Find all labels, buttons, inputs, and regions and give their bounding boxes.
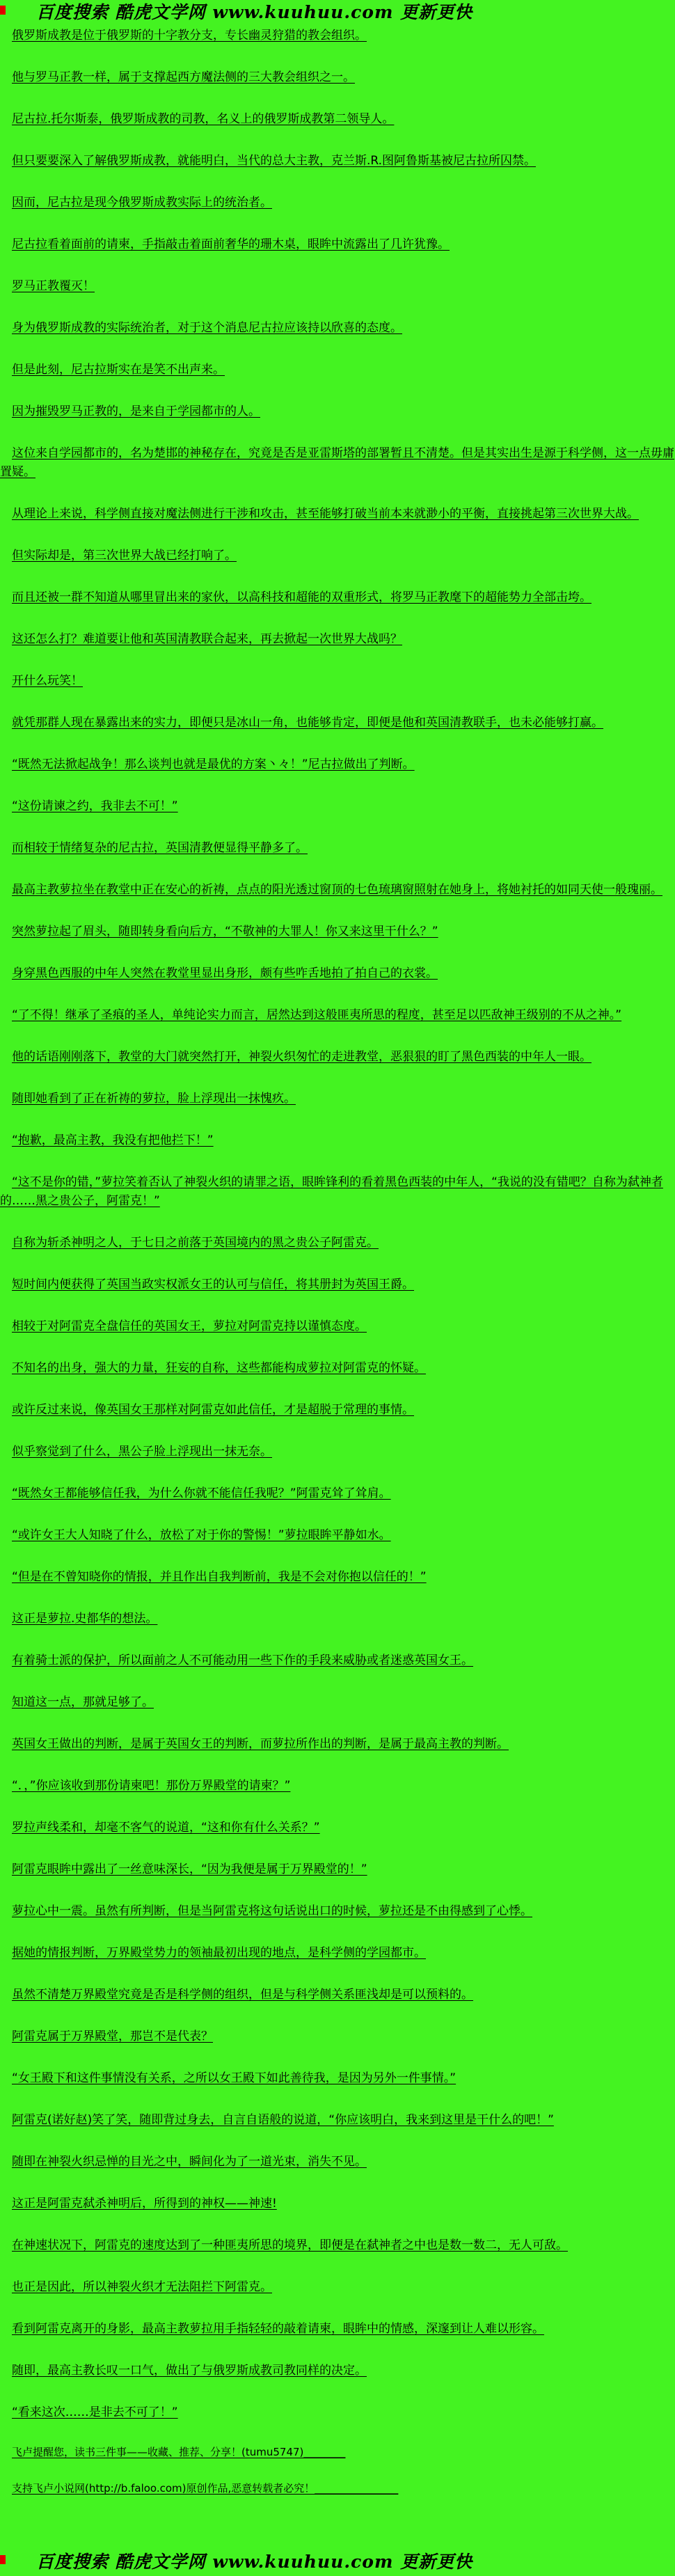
novel-line-link[interactable]: 而相较于情绪复杂的尼古拉，英国清教便显得平静多了。 bbox=[12, 841, 308, 855]
chapter-text bbox=[0, 26, 675, 2445]
novel-line-link[interactable]: 俄罗斯成教是位于俄罗斯的十字教分支，专长幽灵狩猎的教会组织。 bbox=[12, 29, 367, 42]
novel-line-link[interactable]: “这不是你的错，”萝拉笑着否认了神裂火织的请罪之语，眼眸锋利的看着黑色西装的中年人，“我说的没有错吧？自称为弑神者的……黑之贵公子，阿雷克！” bbox=[0, 1175, 663, 1208]
novel-paragraph bbox=[0, 1401, 675, 1420]
novel-line-link[interactable]: “既然女王都能够信任我，为什么你就不能信任我呢？”阿雷克耸了耸肩。 bbox=[12, 1486, 391, 1500]
novel-line-link[interactable]: 阿雷克属于万界殿堂，那岂不是代表？ bbox=[12, 2029, 213, 2043]
site-banner-text: 百度搜索 酷虎文学网 www.kuuhuu.com 更新更快 bbox=[36, 2, 473, 22]
novel-paragraph bbox=[0, 1735, 675, 1754]
novel-line-link[interactable]: 这位来自学园都市的，名为楚邯的神秘存在，究竟是否是亚雷斯塔的部署暂且不清楚。但是其实出生是源于科学侧，这一点毋庸置疑。 bbox=[0, 446, 674, 479]
novel-paragraph bbox=[0, 672, 675, 691]
novel-paragraph bbox=[0, 402, 675, 421]
novel-paragraph bbox=[0, 922, 675, 941]
novel-paragraph bbox=[0, 2194, 675, 2213]
novel-paragraph bbox=[0, 839, 675, 858]
red-marker-icon bbox=[0, 2555, 6, 2564]
novel-paragraph bbox=[0, 2403, 675, 2422]
novel-line-link[interactable]: “．，”你应该收到那份请柬吧！那份万界殿堂的请柬？” bbox=[12, 1779, 291, 1793]
novel-line-link[interactable]: 也正是因此，所以神裂火织才无法阻拦下阿雷克。 bbox=[12, 2280, 272, 2294]
novel-line-link[interactable]: 看到阿雷克离开的身影，最高主教萝拉用手指轻轻的敲着请柬，眼眸中的情感，深邃到让人难以形容。 bbox=[12, 2322, 544, 2336]
novel-paragraph bbox=[0, 755, 675, 774]
novel-paragraph bbox=[0, 1443, 675, 1461]
novel-line-link[interactable]: 萝拉心中一震。虽然有所判断，但是当阿雷克将这句话说出口的时候，萝拉还是不由得感到了心悸。 bbox=[12, 1904, 532, 1918]
novel-paragraph bbox=[0, 152, 675, 171]
footer-note-link[interactable]: 支持飞卢小说网(http://b.faloo.com)原创作品,恶意转载者必究！________________ bbox=[12, 2482, 399, 2495]
novel-paragraph bbox=[0, 2278, 675, 2297]
novel-paragraph bbox=[0, 2236, 675, 2255]
novel-line-link[interactable]: 最高主教萝拉坐在教堂中正在安心的祈祷，点点的阳光透过窗顶的七色琉璃窗照射在她身上，将她衬托的如同天使一般瑰丽。 bbox=[12, 883, 662, 897]
novel-line-link[interactable]: 这正是阿雷克弑杀神明后，所得到的神权——神速! bbox=[12, 2197, 277, 2210]
novel-line-link[interactable]: 虽然不清楚万界殿堂究竟是否是科学侧的组织，但是与科学侧关系匪浅却是可以预料的。 bbox=[12, 1988, 473, 2002]
site-banner-text: 百度搜索 酷虎文学网 www.kuuhuu.com 更新更快 bbox=[36, 2552, 473, 2572]
novel-line-link[interactable]: “了不得！继承了圣痕的圣人，单纯论实力而言，居然达到这般匪夷所思的程度，甚至足以匹敌神王级别的不从之神。” bbox=[12, 1008, 622, 1022]
novel-line-link[interactable]: 阿雷克眼眸中露出了一丝意味深长，“因为我便是属于万界殿堂的！” bbox=[12, 1862, 367, 1876]
novel-line-link[interactable]: 身为俄罗斯成教的实际统治者，对于这个消息尼古拉应该持以欣喜的态度。 bbox=[12, 321, 402, 335]
novel-line-link[interactable]: 但只要要深入了解俄罗斯成教，就能明白，当代的总大主教，克兰斯.R.图阿鲁斯基被尼古拉所囚禁。 bbox=[12, 154, 537, 168]
novel-line-link[interactable]: “这份请谏之约，我非去不可！” bbox=[12, 799, 178, 813]
novel-line-link[interactable]: 从理论上来说，科学侧直接对魔法侧进行干涉和攻击，甚至能够打破当前本来就渺小的平衡，直接挑起第三次世界大战。 bbox=[12, 507, 639, 521]
novel-paragraph bbox=[0, 1610, 675, 1628]
novel-paragraph bbox=[0, 1777, 675, 1796]
novel-line-link[interactable]: 身穿黑色西服的中年人突然在教堂里显出身形，颇有些咋舌地拍了拍自己的衣裳。 bbox=[12, 966, 438, 980]
novel-paragraph bbox=[0, 964, 675, 983]
paragraph-list bbox=[0, 26, 675, 2422]
novel-line-link[interactable]: 他与罗马正教一样，属于支撑起西方魔法侧的三大教会组织之一。 bbox=[12, 70, 355, 84]
novel-paragraph bbox=[0, 1568, 675, 1587]
novel-line-link[interactable]: 这还怎么打？难道要让他和英国清教联合起来，再去掀起一次世界大战吗？ bbox=[12, 632, 402, 646]
novel-line-link[interactable]: 不知名的出身，强大的力量，狂妄的自称，这些都能构成萝拉对阿雷克的怀疑。 bbox=[12, 1361, 426, 1375]
novel-line-link[interactable]: 知道这一点，那就足够了。 bbox=[12, 1695, 154, 1709]
novel-line-link[interactable]: 随即在神裂火织忌惮的目光之中，瞬间化为了一道光束，消失不见。 bbox=[12, 2155, 367, 2169]
novel-paragraph bbox=[0, 588, 675, 607]
novel-line-link[interactable]: “既然无法掀起战争！那么谈判也就是最优的方案丶々！”尼古拉做出了判断。 bbox=[12, 757, 415, 771]
novel-paragraph bbox=[0, 2320, 675, 2339]
novel-paragraph bbox=[0, 319, 675, 338]
novel-paragraph bbox=[0, 1090, 675, 1108]
novel-line-link[interactable]: 阿雷克(诺好赵)笑了笑，随即背过身去，自言自语般的说道，“你应该明白，我来到这里是干什么的吧！” bbox=[12, 2113, 554, 2127]
novel-line-link[interactable]: 而且还被一群不知道从哪里冒出来的家伙，以高科技和超能的双重形式，将罗马正教麾下的超能势力全部击垮。 bbox=[12, 590, 591, 604]
novel-paragraph bbox=[0, 881, 675, 900]
novel-paragraph bbox=[0, 1819, 675, 1837]
novel-line-link[interactable]: 他的话语刚刚落下，教堂的大门就突然打开，神裂火织匆忙的走进教堂，恶狠狠的盯了黑色西装的中年人一眼。 bbox=[12, 1050, 591, 1064]
novel-line-link[interactable]: “女王殿下和这件事情没有关系，之所以女王殿下如此善待我，是因为另外一件事情。” bbox=[12, 2071, 456, 2085]
novel-paragraph bbox=[0, 1484, 675, 1503]
novel-paragraph bbox=[0, 547, 675, 565]
novel-paragraph bbox=[0, 505, 675, 524]
novel-paragraph bbox=[0, 714, 675, 732]
novel-paragraph bbox=[0, 1275, 675, 1294]
novel-line-link[interactable]: “看来这次……是非去不可了！” bbox=[12, 2405, 178, 2419]
footer-note-list bbox=[0, 2445, 675, 2518]
novel-paragraph bbox=[0, 110, 675, 129]
novel-line-link[interactable]: 英国女王做出的判断，是属于英国女王的判断，而萝拉所作出的判断，是属于最高主教的判断。 bbox=[12, 1737, 509, 1751]
bottom-banner bbox=[0, 2550, 675, 2576]
novel-line-link[interactable]: 就凭那群人现在暴露出来的实力，即便只是冰山一角，也能够肯定，即便是他和英国清教联手，也未必能够打赢。 bbox=[12, 716, 603, 730]
novel-paragraph bbox=[0, 1986, 675, 2004]
novel-paragraph bbox=[0, 1317, 675, 1336]
novel-line-link[interactable]: 随即她看到了正在祈祷的萝拉，脸上浮现出一抹愧疚。 bbox=[12, 1092, 296, 1106]
novel-line-link[interactable]: 似乎察觉到了什么，黑公子脸上浮现出一抹无奈。 bbox=[12, 1445, 272, 1459]
red-marker-icon bbox=[0, 6, 6, 15]
novel-paragraph bbox=[0, 235, 675, 254]
novel-line-link[interactable]: 但是此刻，尼古拉斯实在是笑不出声来。 bbox=[12, 363, 225, 377]
novel-line-link[interactable]: 罗马正教覆灭！ bbox=[12, 279, 95, 293]
novel-paragraph bbox=[0, 2111, 675, 2130]
novel-line-link[interactable]: 但实际却是，第三次世界大战已经打响了。 bbox=[12, 549, 237, 563]
novel-line-link[interactable]: 这正是萝拉.史都华的想法。 bbox=[12, 1612, 158, 1626]
footer-note bbox=[0, 2481, 675, 2495]
novel-line-link[interactable]: 因而，尼古拉是现今俄罗斯成教实际上的统治者。 bbox=[12, 196, 272, 210]
novel-line-link[interactable]: 相较于对阿雷克全盘信任的英国女王，萝拉对阿雷克持以谨慎态度。 bbox=[12, 1319, 367, 1333]
novel-paragraph bbox=[0, 277, 675, 296]
novel-line-link[interactable]: 因为摧毁罗马正教的，是来自于学园都市的人。 bbox=[12, 405, 260, 418]
novel-paragraph bbox=[0, 1048, 675, 1067]
novel-paragraph bbox=[0, 2069, 675, 2088]
novel-line-link[interactable]: “抱歉，最高主教，我没有把他拦下！” bbox=[12, 1133, 214, 1147]
novel-paragraph bbox=[0, 1234, 675, 1252]
novel-line-link[interactable]: 短时间内便获得了英国当政实权派女王的认可与信任，将其册封为英国王爵。 bbox=[12, 1278, 414, 1291]
top-banner bbox=[0, 0, 675, 26]
novel-line-link[interactable]: 随即，最高主教长叹一口气，做出了与俄罗斯成教司教同样的决定。 bbox=[12, 2364, 367, 2378]
novel-paragraph bbox=[0, 2362, 675, 2380]
novel-paragraph bbox=[0, 1902, 675, 1921]
novel-line-link[interactable]: 在神速状况下，阿雷克的速度达到了一种匪夷所思的境界，即便是在弑神者之中也是数一数二，无人可敌。 bbox=[12, 2238, 568, 2252]
novel-paragraph bbox=[0, 1006, 675, 1025]
novel-line-link[interactable]: 突然萝拉起了眉头，随即转身看向后方，“不敬神的大罪人！你又来这里干什么？” bbox=[12, 925, 438, 938]
novel-paragraph bbox=[0, 26, 675, 45]
novel-paragraph bbox=[0, 444, 675, 482]
novel-paragraph bbox=[0, 2027, 675, 2046]
novel-paragraph bbox=[0, 361, 675, 379]
novel-paragraph bbox=[0, 797, 675, 816]
novel-paragraph bbox=[0, 194, 675, 212]
novel-line-link[interactable]: 自称为斩杀神明之人，于七日之前落于英国境内的黑之贵公子阿雷克。 bbox=[12, 1236, 379, 1250]
novel-line-link[interactable]: 据她的情报判断，万界殿堂势力的领袖最初出现的地点，是科学侧的学园都市。 bbox=[12, 1946, 426, 1960]
novel-paragraph bbox=[0, 630, 675, 649]
novel-line-link[interactable]: 或许反过来说，像英国女王那样对阿雷克如此信任，才是超脱于常理的事情。 bbox=[12, 1403, 414, 1417]
novel-paragraph bbox=[0, 1944, 675, 1963]
novel-paragraph bbox=[0, 1526, 675, 1545]
footer-note-link[interactable]: 飞卢提醒您，读书三件事——收藏、推荐、分享！(tumu5747)________ bbox=[12, 2446, 346, 2458]
novel-paragraph bbox=[0, 1131, 675, 1150]
novel-paragraph bbox=[0, 2153, 675, 2171]
novel-paragraph bbox=[0, 68, 675, 87]
novel-line-link[interactable]: 尼古拉看着面前的请柬，手指敲击着面前奢华的珊木桌，眼眸中流露出了几许犹豫。 bbox=[12, 237, 450, 251]
novel-line-link[interactable]: 罗拉声线柔和，却毫不客气的说道，“这和你有什么关系？” bbox=[12, 1821, 320, 1835]
novel-paragraph bbox=[0, 1359, 675, 1378]
novel-line-link[interactable]: 尼古拉.托尔斯泰，俄罗斯成教的司教，名义上的俄罗斯成教第二领导人。 bbox=[12, 112, 395, 126]
novel-paragraph bbox=[0, 1651, 675, 1670]
novel-paragraph bbox=[0, 1693, 675, 1712]
novel-paragraph bbox=[0, 1173, 675, 1211]
footer-note bbox=[0, 2445, 675, 2459]
novel-paragraph bbox=[0, 1860, 675, 1879]
novel-line-link[interactable]: 开什么玩笑！ bbox=[12, 674, 83, 688]
novel-line-link[interactable]: “或许女王大人知晓了什么，放松了对于你的警惕！”萝拉眼眸平静如水。 bbox=[12, 1528, 391, 1542]
novel-line-link[interactable]: 有着骑士派的保护，所以面前之人不可能动用一些下作的手段来威胁或者迷惑英国女王。 bbox=[12, 1654, 473, 1667]
novel-line-link[interactable]: “但是在不曾知晓你的情报，并且作出自我判断前，我是不会对你抱以信任的！” bbox=[12, 1570, 427, 1584]
